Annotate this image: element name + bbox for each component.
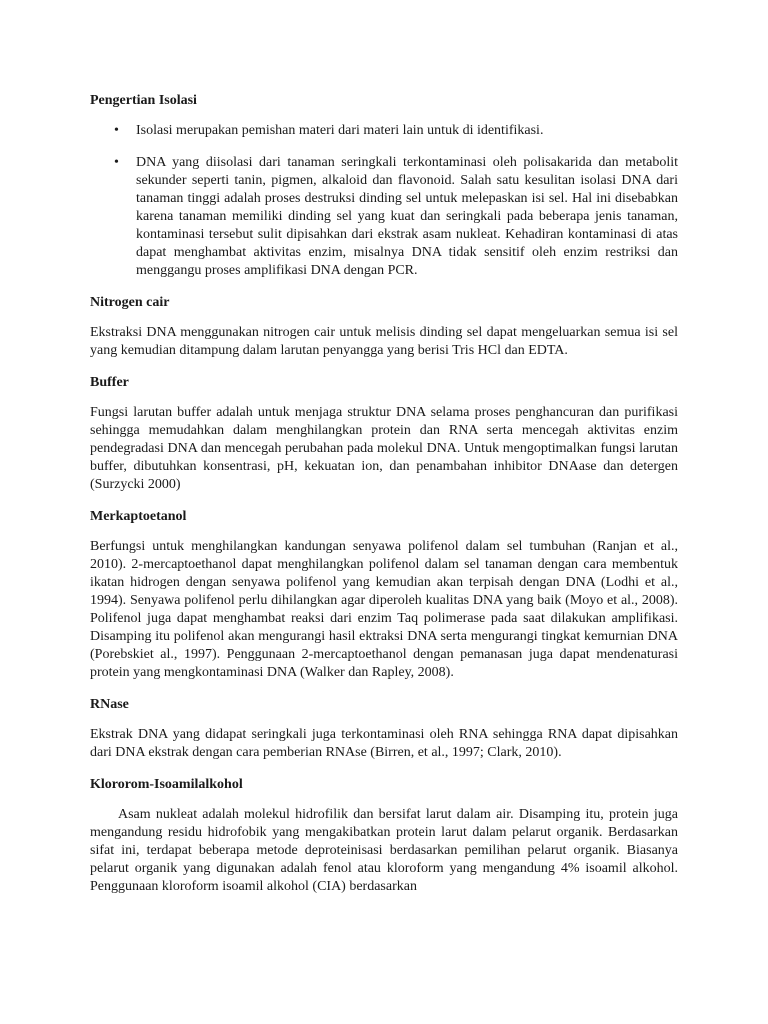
isolasi-bullet-list bbox=[90, 122, 678, 280]
bullet-item bbox=[90, 122, 678, 140]
paragraph-buffer: Fungsi larutan buffer adalah untuk menjaga struktur DNA selama proses penghancuran dan purifikasi sehingga memudahkan dalam menghilangkan protein dan RNA serta mencegah aktivitas enzim pendegradasi DNA dan mencegah perubahan pada molekul DNA. Untuk mengoptimalkan fungsi larutan buffer, dibutuhkan konsentrasi, pH, kekuatan ion, dan penambahan inhibitor DNAase dan detergen (Surzycki 2000) bbox=[90, 405, 678, 492]
heading-nitrogen: Nitrogen cair bbox=[90, 295, 170, 310]
bullet-icon: • bbox=[114, 123, 119, 138]
heading-buffer: Buffer bbox=[90, 375, 129, 390]
paragraph-kloroform: Asam nukleat adalah molekul hidrofilik dan bersifat larut dalam air. Disamping itu, protein juga mengandung residu hidrofobik yang mengakibatkan protein larut dalam pelarut organik. Berdasarkan sifat ini, terdapat beberapa metode deproteinisasi berdasarkan pemilihan pelarut organik. Biasanya pelarut organik yang digunakan adalah fenol atau kloroform yang mengandung 4% isoamil alkohol. Penggunaan kloroform isoamil alkohol (CIA) berdasarkan bbox=[90, 807, 678, 894]
heading-isolasi: Pengertian Isolasi bbox=[90, 93, 197, 108]
bullet-text: Isolasi merupakan pemishan materi dari materi lain untuk di identifikasi. bbox=[136, 123, 544, 138]
paragraph-rnase: Ekstrak DNA yang didapat seringkali juga terkontaminasi oleh RNA sehingga RNA dapat dipisahkan dari DNA ekstrak dengan cara pemberian RNAse (Birren, et al., 1997; Clark, 2010). bbox=[90, 727, 678, 760]
heading-kloroform: Klororom-Isoamilalkohol bbox=[90, 777, 243, 792]
paragraph-merkaptoetanol: Berfungsi untuk menghilangkan kandungan senyawa polifenol dalam sel tumbuhan (Ranjan et al., 2010). 2-mercaptoethanol dapat menghilangkan polifenol dalam sel tanaman dengan cara membentuk ikatan hidrogen dengan senyawa polifenol yang kemudian akan terpisah dengan DNA (Lodhi et al., 1994). Senyawa polifenol perlu dihilangkan agar diperoleh kualitas DNA yang baik (Moyo et al., 2008). Polifenol juga dapat menghambat reaksi dari enzim Taq polimerase pada saat dilakukan amplifikasi. Disamping itu polifenol akan mengurangi hasil ektraksi DNA serta mengurangi tingkat kemurnian DNA (Porebskiet al., 1997). Penggunaan 2-mercaptoethanol dengan pemanasan juga dapat mendenaturasi protein yang mengkontaminasi DNA (Walker dan Rapley, 2008). bbox=[90, 539, 678, 680]
heading-merkaptoetanol: Merkaptoetanol bbox=[90, 509, 187, 524]
bullet-item bbox=[90, 154, 678, 280]
bullet-text: DNA yang diisolasi dari tanaman seringkali terkontaminasi oleh polisakarida dan metabolit sekunder seperti tanin, pigmen, alkaloid dan flavonoid. Salah satu kesulitan isolasi DNA dari tanaman tinggi adalah proses destruksi dinding sel untuk melepaskan isi sel. Hal ini disebabkan karena tanaman memiliki dinding sel yang kuat dan seringkali pada beberapa jenis tanaman, kontaminasi tersebut sulit dipisahkan dari ekstrak asam nukleat. Kehadiran kontaminasi di atas dapat menghambat aktivitas enzim, misalnya DNA tidak sensitif oleh enzim restriksi dan menggangu proses amplifikasi DNA dengan PCR. bbox=[136, 155, 678, 278]
heading-rnase: RNase bbox=[90, 697, 129, 712]
bullet-icon: • bbox=[114, 155, 119, 170]
paragraph-nitrogen: Ekstraksi DNA menggunakan nitrogen cair untuk melisis dinding sel dapat mengeluarkan semua isi sel yang kemudian ditampung dalam larutan penyangga yang berisi Tris HCl dan EDTA. bbox=[90, 325, 678, 358]
